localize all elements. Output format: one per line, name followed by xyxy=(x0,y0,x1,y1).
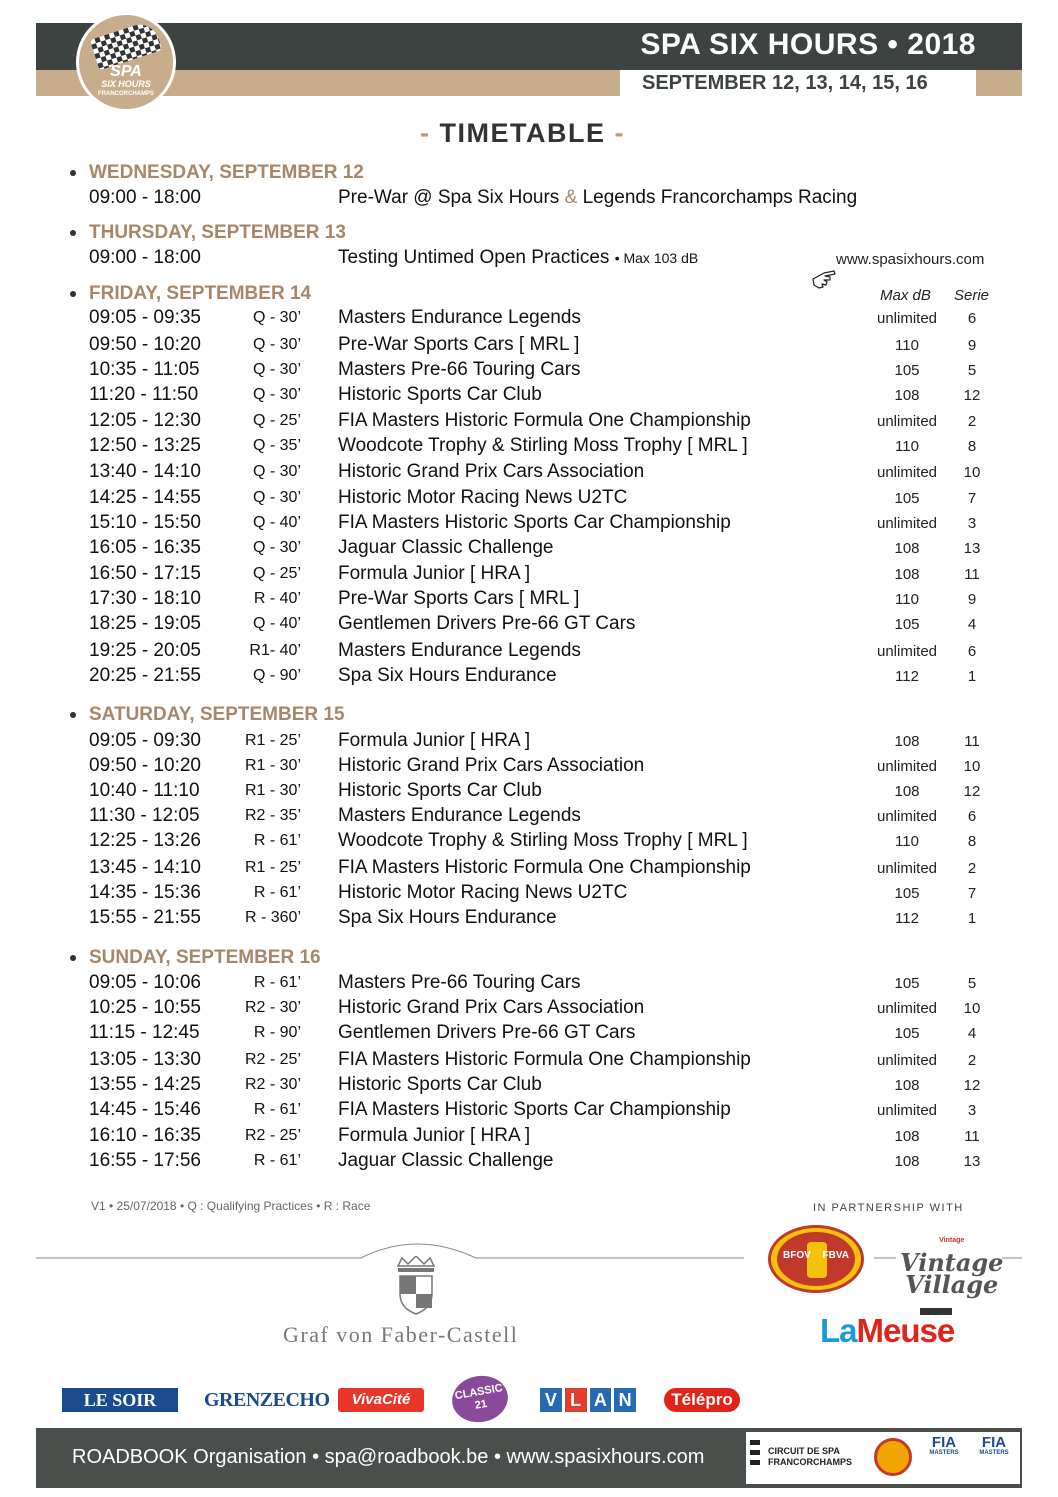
session-type: R - 40’ xyxy=(253,590,301,607)
event-name: Woodcote Trophy & Stirling Moss Trophy [ MRL ] xyxy=(338,830,748,851)
lameuse-logo: LaMeuse xyxy=(820,1312,955,1349)
event-name: Masters Endurance Legends xyxy=(338,805,581,826)
event-name: Gentlemen Drivers Pre-66 GT Cars xyxy=(338,613,636,634)
session-type: Q - 25’ xyxy=(252,412,301,429)
time: 19:25 - 20:05 xyxy=(89,640,201,661)
event-name: FIA Masters Historic Sports Car Championship xyxy=(338,1099,731,1120)
event-name: Masters Pre-66 Touring Cars xyxy=(338,972,581,993)
time: 16:05 - 16:35 xyxy=(89,537,201,558)
event-name: Masters Pre-66 Touring Cars xyxy=(338,359,581,380)
event-name: Pre-War Sports Cars [ MRL ] xyxy=(338,588,580,609)
bullet xyxy=(70,712,76,718)
event-name: Formula Junior [ HRA ] xyxy=(338,563,531,584)
max-db: unlimited xyxy=(876,413,938,430)
serie-number: 5 xyxy=(967,362,977,379)
schedule-row xyxy=(0,1049,1058,1073)
time: 09:05 - 09:30 xyxy=(89,730,201,751)
event-name: Historic Sports Car Club xyxy=(338,1074,542,1095)
logo-line3: FRANCORCHAMPS xyxy=(98,91,154,97)
time: 13:55 - 14:25 xyxy=(89,1074,201,1095)
serie-number: 6 xyxy=(967,808,977,825)
logo-line2: SIX HOURS xyxy=(101,79,151,89)
session-type: R - 61’ xyxy=(253,884,301,901)
serie-number: 2 xyxy=(967,413,977,430)
crest-icon xyxy=(392,1256,440,1316)
circuit-spa-logo: CIRCUIT DE SPA FRANCORCHAMPS xyxy=(768,1446,852,1467)
time: 09:05 - 09:35 xyxy=(89,307,201,328)
session-type: R - 61’ xyxy=(253,1101,301,1118)
event-name: Spa Six Hours Endurance xyxy=(338,907,557,928)
session-type: Q - 30’ xyxy=(252,539,301,556)
session-type: Q - 30’ xyxy=(252,386,301,403)
time: 18:25 - 19:05 xyxy=(89,613,201,634)
time: 09:50 - 10:20 xyxy=(89,334,201,355)
schedule-row xyxy=(0,588,1058,612)
serie-number: 11 xyxy=(964,733,980,750)
max-db: 112 xyxy=(895,910,919,927)
event-name: Historic Motor Racing News U2TC xyxy=(338,882,628,903)
serie-number: 12 xyxy=(963,783,981,800)
serie-number: 6 xyxy=(967,643,977,660)
serie-number: 11 xyxy=(964,1128,980,1145)
time: 10:25 - 10:55 xyxy=(89,997,201,1018)
divider-arch xyxy=(36,1236,1022,1266)
schedule-row xyxy=(0,857,1058,881)
max-db: unlimited xyxy=(876,808,938,825)
session-type: Q - 30’ xyxy=(252,463,301,480)
serie-number: 8 xyxy=(967,833,977,850)
max-db: 110 xyxy=(895,438,919,455)
time: 10:40 - 11:10 xyxy=(89,780,200,801)
session-type: Q - 90’ xyxy=(252,667,301,684)
schedule-row xyxy=(0,805,1058,829)
serie-number: 12 xyxy=(963,387,981,404)
serie-number: 1 xyxy=(967,668,977,685)
max-db: 108 xyxy=(894,1128,920,1145)
time: 13:45 - 14:10 xyxy=(89,857,201,878)
serie-number: 1 xyxy=(967,910,977,927)
le-soir-logo: LE SOIR xyxy=(62,1388,178,1412)
max-db: 108 xyxy=(894,387,920,404)
event-name: Woodcote Trophy & Stirling Moss Trophy [ MRL ] xyxy=(338,435,748,456)
bullet xyxy=(70,170,76,176)
bullet xyxy=(70,291,76,297)
schedule-row xyxy=(0,1022,1058,1046)
serie-number: 3 xyxy=(967,1102,977,1119)
session-type: Q - 30’ xyxy=(252,361,301,378)
schedule-row xyxy=(0,563,1058,587)
event-name: Pre-War @ Spa Six Hours & Legends Francorchamps Racing xyxy=(338,187,858,208)
max-db: 105 xyxy=(894,885,920,902)
circuit-flag-icon xyxy=(750,1440,760,1470)
time: 10:35 - 11:05 xyxy=(89,359,200,380)
schedule-row xyxy=(0,907,1058,931)
max-db: 105 xyxy=(894,1025,920,1042)
max-db: 105 xyxy=(894,362,920,379)
serie-number: 2 xyxy=(967,860,977,877)
vivacite-logo: VivaCité xyxy=(338,1388,424,1412)
session-type: R1 - 30’ xyxy=(244,757,301,774)
serie-number: 10 xyxy=(963,464,981,481)
schedule-row xyxy=(0,487,1058,511)
event-name: Historic Sports Car Club xyxy=(338,384,542,405)
time: 11:30 - 12:05 xyxy=(89,805,200,826)
header-title: SPA SIX HOURS • 2018 xyxy=(640,28,976,61)
schedule-row xyxy=(0,537,1058,561)
schedule-row xyxy=(0,359,1058,383)
event-name: Jaguar Classic Challenge xyxy=(338,537,554,558)
footer-logos xyxy=(746,1432,1020,1484)
event-name: Masters Endurance Legends xyxy=(338,307,581,328)
schedule-row xyxy=(0,1074,1058,1098)
schedule-row xyxy=(0,307,1058,331)
max-db: 105 xyxy=(894,616,920,633)
serie-number: 6 xyxy=(967,310,977,327)
session-type: Q - 30’ xyxy=(252,489,301,506)
event-name: Formula Junior [ HRA ] xyxy=(338,1125,531,1146)
time: 16:50 - 17:15 xyxy=(89,563,201,584)
time: 12:25 - 13:26 xyxy=(89,830,201,851)
bullet xyxy=(70,955,76,961)
max-db: 105 xyxy=(894,490,920,507)
time: 11:20 - 11:50 xyxy=(89,384,199,405)
event-name: Formula Junior [ HRA ] xyxy=(338,730,531,751)
event-name: Historic Sports Car Club xyxy=(338,780,542,801)
max-db: 110 xyxy=(895,833,919,850)
session-type: R1 - 25’ xyxy=(244,859,301,876)
time: 14:25 - 14:55 xyxy=(89,487,201,508)
max-db: unlimited xyxy=(876,860,938,877)
page-title: - TIMETABLE - xyxy=(419,118,625,148)
schedule-row xyxy=(0,755,1058,779)
max-db: 108 xyxy=(894,733,920,750)
time: 14:35 - 15:36 xyxy=(89,882,201,903)
logo-line1: SPA xyxy=(110,63,142,80)
max-db: 110 xyxy=(895,591,919,608)
time: 16:10 - 16:35 xyxy=(89,1125,201,1146)
event-name: Historic Grand Prix Cars Association xyxy=(338,997,645,1018)
time: 12:05 - 12:30 xyxy=(89,410,201,431)
session-type: R2 - 30’ xyxy=(244,999,301,1016)
event-name: Historic Grand Prix Cars Association xyxy=(338,755,645,776)
schedule-row xyxy=(0,334,1058,358)
time: 16:55 - 17:56 xyxy=(89,1150,201,1171)
event-name: FIA Masters Historic Formula One Championship xyxy=(338,410,751,431)
vintage-village-logo: Vintage Vintage Village xyxy=(900,1237,1004,1299)
time: 15:10 - 15:50 xyxy=(89,512,201,533)
session-type: Q - 40’ xyxy=(252,615,301,632)
col-head-serie: Serie xyxy=(954,287,990,304)
schedule-row xyxy=(0,187,1058,211)
max-db: unlimited xyxy=(876,758,938,775)
schedule-row xyxy=(0,512,1058,536)
event-name: Testing Untimed Open Practices • Max 103 dB xyxy=(338,247,699,268)
time: 13:05 - 13:30 xyxy=(89,1049,201,1070)
serie-number: 13 xyxy=(963,1153,981,1170)
serie-number: 11 xyxy=(964,566,980,583)
event-name: Gentlemen Drivers Pre-66 GT Cars xyxy=(338,1022,636,1043)
max-db: unlimited xyxy=(876,310,938,327)
time: 09:00 - 18:00 xyxy=(89,247,201,268)
session-type: R2 - 30’ xyxy=(244,1076,301,1093)
time: 14:45 - 15:46 xyxy=(89,1099,201,1120)
day-heading: THURSDAY, SEPTEMBER 13 xyxy=(89,222,346,243)
serie-number: 10 xyxy=(963,1000,981,1017)
time: 12:50 - 13:25 xyxy=(89,435,201,456)
schedule-row xyxy=(0,613,1058,637)
serie-number: 3 xyxy=(967,515,977,532)
serie-number: 5 xyxy=(967,975,977,992)
schedule-row xyxy=(0,972,1058,996)
event-name: Historic Motor Racing News U2TC xyxy=(338,487,628,508)
serie-number: 2 xyxy=(967,1052,977,1069)
schedule-row xyxy=(0,1150,1058,1174)
schedule-row xyxy=(0,830,1058,854)
time: 13:40 - 14:10 xyxy=(89,461,201,482)
max-db: 112 xyxy=(895,668,919,685)
schedule-row xyxy=(0,1125,1058,1149)
schedule-row xyxy=(0,780,1058,804)
max-db: 108 xyxy=(894,566,920,583)
session-type: R - 61’ xyxy=(253,1152,301,1169)
serie-number: 9 xyxy=(967,591,977,608)
session-type: R - 61’ xyxy=(253,832,301,849)
serie-number: 12 xyxy=(963,1077,981,1094)
schedule-row xyxy=(0,665,1058,689)
footnote: V1 • 25/07/2018 • Q : Qualifying Practices • R : Race xyxy=(91,1199,371,1213)
time: 09:50 - 10:20 xyxy=(89,755,201,776)
serie-number: 10 xyxy=(963,758,981,775)
classic21-logo: CLASSIC 21 xyxy=(448,1371,511,1426)
day-heading: SATURDAY, SEPTEMBER 15 xyxy=(89,704,345,725)
max-db: 108 xyxy=(894,1077,920,1094)
header-dates: SEPTEMBER 12, 13, 14, 15, 16 xyxy=(642,72,928,94)
schedule-row xyxy=(0,247,1058,271)
session-type: Q - 40’ xyxy=(252,514,301,531)
event-name: Historic Grand Prix Cars Association xyxy=(338,461,645,482)
event-name: FIA Masters Historic Formula One Championship xyxy=(338,1049,751,1070)
schedule-row xyxy=(0,435,1058,459)
serie-number: 7 xyxy=(967,490,977,507)
fia-masters-sportscar-logo: FIA MASTERS xyxy=(979,1434,1009,1456)
event-name: FIA Masters Historic Formula One Championship xyxy=(338,857,751,878)
schedule-row xyxy=(0,997,1058,1021)
session-type: R - 90’ xyxy=(253,1024,301,1041)
club-badge-icon xyxy=(874,1438,912,1476)
max-db: 108 xyxy=(894,1153,920,1170)
max-db: 108 xyxy=(894,783,920,800)
serie-number: 8 xyxy=(967,438,977,455)
session-type: R1- 40’ xyxy=(249,642,301,659)
day-heading: WEDNESDAY, SEPTEMBER 12 xyxy=(89,162,364,183)
partnership-label: IN PARTNERSHIP WITH xyxy=(813,1202,964,1214)
session-type: Q - 25’ xyxy=(252,565,301,582)
max-db: 110 xyxy=(895,337,919,354)
time: 20:25 - 21:55 xyxy=(89,665,201,686)
session-type: R2 - 25’ xyxy=(244,1051,301,1068)
schedule-row xyxy=(0,410,1058,434)
time: 09:05 - 10:06 xyxy=(89,972,201,993)
col-head-maxdb: Max dB xyxy=(880,287,931,304)
max-db: unlimited xyxy=(876,1052,938,1069)
schedule-row xyxy=(0,882,1058,906)
time: 15:55 - 21:55 xyxy=(89,907,201,928)
max-db: unlimited xyxy=(876,1102,938,1119)
bfov-logo: BFOV FBVA xyxy=(768,1225,864,1293)
schedule-row xyxy=(0,640,1058,664)
serie-number: 9 xyxy=(967,337,977,354)
session-type: R - 61’ xyxy=(253,974,301,991)
event-name: Pre-War Sports Cars [ MRL ] xyxy=(338,334,580,355)
schedule-row xyxy=(0,730,1058,754)
max-db: 105 xyxy=(894,975,920,992)
session-type: Q - 30’ xyxy=(252,309,301,326)
time: 17:30 - 18:10 xyxy=(89,588,201,609)
event-name: Masters Endurance Legends xyxy=(338,640,581,661)
website-link[interactable]: www.spasixhours.com xyxy=(836,251,985,268)
max-db: unlimited xyxy=(876,464,938,481)
event-name: FIA Masters Historic Sports Car Championship xyxy=(338,512,731,533)
telepro-logo: Télépro xyxy=(664,1388,740,1412)
max-db: unlimited xyxy=(876,643,938,660)
time: 09:00 - 18:00 xyxy=(89,187,201,208)
event-name: Jaguar Classic Challenge xyxy=(338,1150,554,1171)
session-type: R - 360’ xyxy=(244,909,301,926)
day-heading: FRIDAY, SEPTEMBER 14 xyxy=(89,283,312,304)
schedule-row xyxy=(0,461,1058,485)
spa-six-hours-logo xyxy=(76,12,176,112)
serie-number: 4 xyxy=(967,1025,977,1042)
day-heading: SUNDAY, SEPTEMBER 16 xyxy=(89,947,321,968)
serie-number: 13 xyxy=(963,540,981,557)
event-name: Spa Six Hours Endurance xyxy=(338,665,557,686)
session-type: R1 - 25’ xyxy=(244,732,301,749)
session-type: R2 - 35’ xyxy=(244,807,301,824)
serie-number: 4 xyxy=(967,616,977,633)
session-type: R1 - 30’ xyxy=(244,782,301,799)
serie-number: 7 xyxy=(967,885,977,902)
schedule-row xyxy=(0,384,1058,408)
time: 11:15 - 12:45 xyxy=(89,1022,200,1043)
vlan-logo: V L A N xyxy=(540,1388,636,1412)
session-type: Q - 35’ xyxy=(252,437,301,454)
max-db: 108 xyxy=(894,540,920,557)
faber-castell-logo: Graf von Faber-Castell xyxy=(283,1322,519,1347)
schedule-row xyxy=(0,1099,1058,1123)
footer-text: ROADBOOK Organisation • spa@roadbook.be • www.spasixhours.com xyxy=(72,1446,705,1468)
grenzecho-logo: GRENZECHO xyxy=(204,1389,330,1411)
session-type: R2 - 25’ xyxy=(244,1127,301,1144)
max-db: unlimited xyxy=(876,1000,938,1017)
fia-masters-f1-logo: FIA MASTERS xyxy=(929,1434,959,1456)
session-type: Q - 30’ xyxy=(252,336,301,353)
max-db: unlimited xyxy=(876,515,938,532)
bullet xyxy=(70,230,76,236)
